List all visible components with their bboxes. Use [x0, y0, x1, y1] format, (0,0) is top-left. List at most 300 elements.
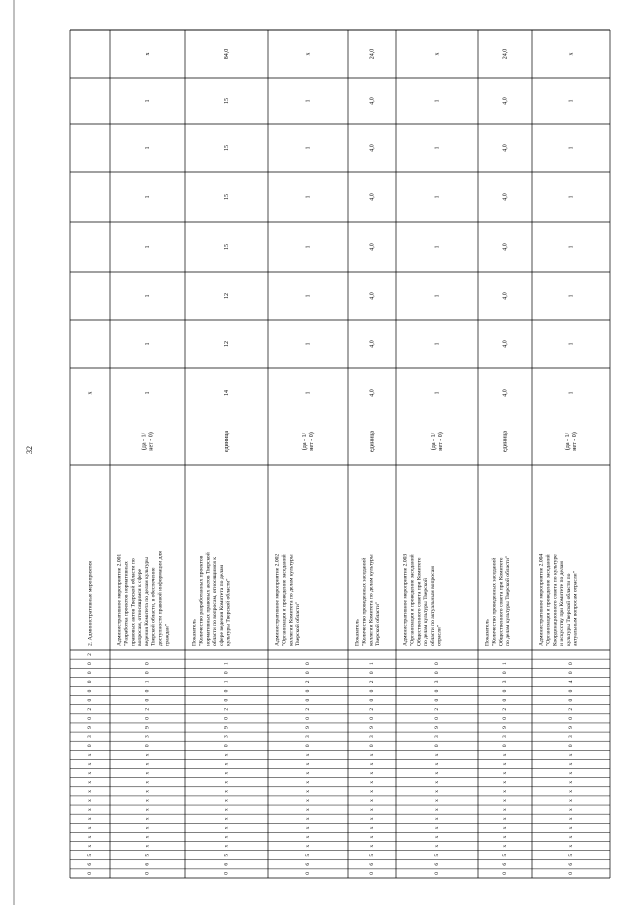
code-digit: 9 [144, 726, 151, 729]
page-number: 32 [25, 446, 34, 454]
unit-label: единица [223, 430, 230, 453]
code-digit: 3 [223, 735, 230, 738]
code-digit: 0 [305, 671, 312, 675]
code-digit: x [434, 844, 441, 848]
code-digit: 0 [223, 717, 230, 720]
code-digit: 9 [223, 726, 230, 729]
code-digit: 3 [568, 735, 575, 738]
value-cell: 15 [223, 244, 230, 250]
code-digit: 6 [305, 862, 312, 866]
code-digit: 5 [369, 853, 376, 857]
code-digit: x [223, 817, 230, 821]
description-line: Координационного совета по культуре [552, 554, 559, 646]
code-digit: x [223, 762, 230, 766]
code-digit: x [223, 780, 230, 784]
code-digit: 2 [87, 707, 94, 711]
description-line: Показатель [354, 619, 361, 646]
code-digit: x [144, 817, 151, 821]
code-digit: x [434, 753, 441, 757]
code-digit: 0 [502, 698, 509, 702]
description-line: вопросам, относящимся к сфере [137, 569, 144, 646]
code-digit: 0 [434, 689, 441, 693]
code-digit: x [369, 780, 376, 784]
value-cell: x [434, 52, 441, 56]
code-digit: 0 [369, 744, 376, 748]
code-digit: x [369, 808, 376, 811]
code-digit: 0 [144, 717, 151, 720]
code-digit: x [502, 808, 509, 811]
unit-label: (да - 1/ [301, 432, 308, 451]
code-digit: x [434, 762, 441, 766]
value-cell: 15 [223, 98, 230, 104]
value-cell: 1 [144, 391, 151, 395]
value-cell: 1 [144, 195, 151, 199]
value-cell: 1 [305, 245, 312, 249]
code-digit: x [223, 808, 230, 811]
value-cell: 12 [223, 341, 230, 347]
code-digit: 0 [223, 872, 230, 875]
value-cell: 4,0 [502, 193, 509, 201]
value-cell: 1 [305, 342, 312, 346]
code-digit: 3 [144, 735, 151, 738]
value-cell: 4,0 [502, 389, 509, 397]
description-line: "Организация и проведение заседаний [409, 554, 416, 646]
value-cell: 1 [568, 245, 575, 249]
description-line: и искусству при Комитете по делам [559, 561, 566, 646]
code-digit: 0 [434, 717, 441, 720]
code-digit: 3 [305, 735, 312, 738]
value-cell: 24,0 [502, 48, 509, 60]
code-digit: 0 [144, 671, 151, 675]
value-cell: 1 [144, 146, 151, 150]
value-cell: 1 [144, 99, 151, 103]
code-digit: 0 [223, 744, 230, 748]
value-cell: 4,0 [502, 292, 509, 300]
code-digit: 0 [223, 671, 230, 675]
code-digit: 9 [369, 726, 376, 729]
code-digit: 0 [369, 671, 376, 675]
code-digit: x [305, 753, 312, 757]
code-digit: 0 [568, 671, 575, 675]
code-digit: x [568, 780, 575, 784]
code-digit: x [144, 799, 151, 802]
description-line: Показатель [484, 619, 491, 646]
description-line: коллегии Комитета по делам культуры [368, 554, 375, 646]
code-digit: 0 [87, 689, 94, 693]
code-digit: x [369, 753, 376, 757]
description-line: "Количество проведенных заседаний [361, 557, 368, 646]
code-digit: 5 [87, 853, 94, 857]
code-digit: x [305, 771, 312, 775]
description-line: "Количество разработанных проектов [198, 555, 205, 646]
code-digit: x [502, 790, 509, 793]
description-line: Административное мероприятие 2.001 [116, 553, 123, 646]
description-line: по делам культуры Тверской области" [505, 555, 512, 646]
code-digit: x [568, 753, 575, 757]
code-digit: 2 [305, 680, 312, 684]
code-digit: x [502, 817, 509, 821]
code-digit: x [434, 826, 441, 830]
code-digit: 1 [369, 662, 376, 666]
code-digit: 3 [434, 735, 441, 738]
value-cell: 4,0 [502, 144, 509, 152]
code-digit: 3 [502, 735, 509, 738]
description-line: Тверской области" [375, 601, 382, 646]
value-cell: 1 [305, 294, 312, 298]
value-cell: 4,0 [369, 193, 376, 201]
value-cell: 1 [434, 391, 441, 395]
code-digit: 0 [568, 872, 575, 875]
code-digit: 2 [502, 707, 509, 711]
code-digit: x [502, 844, 509, 848]
code-digit: x [144, 771, 151, 775]
code-digit: 6 [434, 862, 441, 866]
unit-label: нет - 0) [148, 432, 155, 451]
code-digit: x [568, 762, 575, 766]
code-digit: 5 [144, 853, 151, 857]
code-digit: 6 [87, 862, 94, 866]
description-line: "Организация и проведение заседаний [545, 554, 552, 646]
value-cell: 1 [568, 391, 575, 395]
code-digit: 3 [87, 735, 94, 738]
code-digit: x [223, 771, 230, 775]
code-digit: 0 [87, 680, 94, 684]
code-digit: x [87, 780, 94, 784]
description-line: ведения Комитета по делам культуры [143, 556, 150, 646]
description-line: по делам культуры Тверской [423, 578, 430, 646]
description-line: Административное мероприятие 2.004 [538, 553, 545, 646]
description-line: "Количество проведенных заседаний [491, 557, 498, 646]
code-digit: 0 [568, 698, 575, 702]
code-digit: x [223, 844, 230, 848]
code-digit: x [434, 771, 441, 775]
code-digit: 2 [144, 707, 151, 711]
description-line: области по вопросам, относящимся к [212, 557, 219, 646]
value-cell: 1 [144, 294, 151, 298]
code-digit: 6 [568, 862, 575, 866]
code-digit: x [369, 799, 376, 802]
code-digit: 9 [502, 726, 509, 729]
description-line: "Организация и проведение заседаний [281, 554, 288, 646]
unit-label: нет - 0) [571, 432, 578, 451]
code-digit: x [223, 799, 230, 802]
unit-label: единица [502, 430, 509, 453]
code-digit: 0 [434, 698, 441, 702]
unit-label: (да - 1/ [430, 432, 437, 451]
description-line: актуальным вопросам отрасли" [572, 571, 579, 646]
code-digit: 6 [502, 862, 509, 866]
code-digit: 0 [434, 662, 441, 666]
code-digit: 2 [87, 653, 94, 656]
code-digit: 5 [568, 853, 575, 857]
value-cell: 1 [568, 146, 575, 150]
code-digit: x [502, 835, 509, 839]
code-digit: x [369, 762, 376, 766]
code-digit: 0 [305, 698, 312, 702]
value-cell: 4,0 [502, 243, 509, 251]
code-digit: 0 [87, 671, 94, 675]
code-digit: 5 [434, 853, 441, 857]
code-digit: x [502, 799, 509, 802]
code-digit: x [223, 790, 230, 793]
code-digit: 9 [568, 726, 575, 729]
code-digit: x [369, 790, 376, 793]
description-line: Общественного совета при Комитете [416, 557, 423, 646]
description-line: коллегии Комитета по делам культуры [288, 554, 295, 646]
description-line: отрасли" [436, 624, 443, 646]
description-line: Тверской области" [295, 601, 302, 646]
code-digit: 0 [568, 717, 575, 720]
value-cell: x [305, 52, 312, 56]
code-digit: 2 [568, 707, 575, 711]
value-cell: 15 [223, 145, 230, 151]
value-cell: 14 [223, 390, 230, 396]
code-digit: 0 [144, 662, 151, 666]
description-line: Показатель [191, 619, 198, 646]
value-cell: 1 [144, 245, 151, 249]
code-digit: x [502, 753, 509, 757]
code-digit: x [223, 826, 230, 830]
code-digit: 0 [502, 689, 509, 693]
description-line: доступности правовой информации для [157, 551, 164, 646]
code-digit: 0 [369, 872, 376, 875]
code-digit: 5 [502, 853, 509, 857]
code-digit: x [223, 753, 230, 757]
code-digit: x [144, 835, 151, 839]
code-digit: x [568, 844, 575, 848]
code-digit: 2 [369, 680, 376, 684]
code-digit: x [87, 826, 94, 830]
value-cell: 4,0 [502, 97, 509, 105]
code-digit: 9 [305, 726, 312, 729]
value-cell: 1 [434, 342, 441, 346]
code-digit: x [87, 835, 94, 839]
code-digit: x [87, 762, 94, 766]
value-cell: 4,0 [369, 144, 376, 152]
code-digit: 0 [87, 717, 94, 720]
code-digit: x [434, 799, 441, 802]
description-line: граждан" [164, 623, 171, 646]
code-digit: x [434, 835, 441, 839]
unit-label: нет - 0) [308, 432, 315, 451]
code-digit: x [434, 790, 441, 793]
code-digit: 3 [434, 680, 441, 684]
code-digit: 4 [568, 680, 575, 684]
code-digit: 0 [305, 717, 312, 720]
code-digit: x [305, 826, 312, 830]
description-line: области по актуальным вопросам [429, 566, 436, 646]
code-digit: 3 [502, 680, 509, 684]
code-digit: x [144, 780, 151, 784]
code-digit: 2 [223, 707, 230, 711]
code-digit: 0 [144, 744, 151, 748]
code-digit: x [568, 790, 575, 793]
code-digit: x [87, 808, 94, 811]
code-digit: 0 [502, 744, 509, 748]
code-digit: x [144, 826, 151, 830]
code-digit: x [568, 771, 575, 775]
code-digit: x [434, 780, 441, 784]
value-cell: 15 [223, 194, 230, 200]
code-digit: x [144, 762, 151, 766]
code-digit: x [502, 780, 509, 784]
code-digit: x [144, 808, 151, 811]
code-digit: x [568, 826, 575, 830]
unit-label: единица [369, 430, 376, 453]
value-cell: 12 [223, 293, 230, 299]
code-digit: 0 [502, 872, 509, 875]
value-cell: 1 [305, 146, 312, 150]
code-digit: 5 [305, 853, 312, 857]
unit-label: нет - 0) [437, 432, 444, 451]
code-digit: x [568, 799, 575, 802]
description-line: сфере ведения Комитета по делам [218, 565, 225, 646]
code-digit: 0 [434, 872, 441, 875]
code-digit: 2 [434, 707, 441, 711]
code-digit: x [305, 780, 312, 784]
code-digit: x [369, 835, 376, 839]
code-digit: 0 [144, 689, 151, 693]
code-digit: 0 [369, 717, 376, 720]
code-digit: 0 [144, 698, 151, 702]
code-digit: x [87, 753, 94, 757]
code-digit: 1 [223, 680, 230, 684]
code-digit: 3 [369, 735, 376, 738]
code-digit: 6 [223, 862, 230, 866]
code-digit: x [369, 826, 376, 830]
value-cell: 1 [434, 146, 441, 150]
code-digit: x [87, 817, 94, 821]
code-digit: x [87, 771, 94, 775]
description-line: культуры Тверской области по [565, 573, 572, 646]
code-digit: 0 [305, 689, 312, 693]
code-digit: 0 [87, 698, 94, 702]
code-digit: x [568, 835, 575, 839]
value-cell: 1 [568, 342, 575, 346]
code-digit: 0 [87, 662, 94, 666]
code-digit: 0 [305, 872, 312, 875]
code-digit: x [305, 762, 312, 766]
code-digit: x [502, 826, 509, 830]
code-digit: x [305, 808, 312, 811]
value-cell: 1 [568, 99, 575, 103]
description-line: 2. Административные мероприятия [87, 561, 94, 646]
code-digit: x [223, 835, 230, 839]
code-digit: 6 [144, 862, 151, 866]
code-digit: 9 [434, 726, 441, 729]
code-digit: 0 [144, 872, 151, 875]
code-digit: 0 [305, 662, 312, 666]
code-digit: x [144, 753, 151, 757]
value-cell: 1 [305, 391, 312, 395]
value-cell: 4,0 [369, 292, 376, 300]
code-digit: x [87, 799, 94, 802]
code-digit: x [434, 808, 441, 811]
code-digit: x [502, 762, 509, 766]
code-digit: 5 [223, 853, 230, 857]
code-digit: 9 [87, 726, 94, 729]
code-digit: x [305, 790, 312, 793]
value-cell: 1 [568, 195, 575, 199]
code-digit: x [305, 835, 312, 839]
value-cell: 1 [434, 294, 441, 298]
code-digit: 2 [305, 707, 312, 711]
value-cell: 1 [305, 195, 312, 199]
code-digit: x [568, 817, 575, 821]
code-digit: 0 [568, 744, 575, 748]
code-digit: 2 [369, 707, 376, 711]
value-cell: x [568, 52, 575, 56]
value-cell: x [87, 391, 94, 395]
description-line: Общественного совета при Комитете [498, 557, 505, 646]
value-cell: 4,0 [369, 389, 376, 397]
code-digit: 6 [369, 862, 376, 866]
code-digit: x [305, 817, 312, 821]
code-digit: x [502, 771, 509, 775]
code-digit: 0 [369, 698, 376, 702]
value-cell: 4,0 [369, 243, 376, 251]
value-cell: 1 [434, 195, 441, 199]
code-digit: 0 [87, 872, 94, 875]
value-cell: 84,0 [223, 48, 230, 60]
description-line: Административное мероприятие 2.003 [402, 553, 409, 646]
code-digit: 1 [502, 662, 509, 666]
description-line: нормативных правовых актов Тверской [205, 552, 212, 646]
value-cell: 1 [434, 99, 441, 103]
code-digit: x [87, 790, 94, 793]
code-digit: 1 [223, 662, 230, 666]
description-line: "Разработка проектов нормативных [123, 561, 130, 646]
value-cell: 1 [144, 342, 151, 346]
description-line: Административное мероприятие 2.002 [274, 553, 281, 646]
value-cell: 24,0 [369, 48, 376, 60]
code-digit: 0 [434, 671, 441, 675]
code-digit: 0 [223, 689, 230, 693]
code-digit: x [87, 844, 94, 848]
value-cell: 4,0 [369, 340, 376, 348]
code-digit: x [369, 771, 376, 775]
code-digit: 0 [87, 744, 94, 748]
code-digit: x [144, 844, 151, 848]
code-digit: x [434, 817, 441, 821]
code-digit: x [305, 844, 312, 848]
unit-label: (да - 1/ [141, 432, 148, 451]
value-cell: 1 [305, 99, 312, 103]
description-line: культуры Тверской области" [225, 578, 232, 646]
description-line: правовых актов Тверской области по [130, 558, 137, 646]
code-digit: 0 [568, 662, 575, 666]
value-cell: 1 [434, 245, 441, 249]
code-digit: 0 [223, 698, 230, 702]
value-cell: 1 [568, 294, 575, 298]
code-digit: x [144, 790, 151, 793]
unit-label: (да - 1/ [564, 432, 571, 451]
code-digit: 0 [568, 689, 575, 693]
code-digit: x [369, 844, 376, 848]
code-digit: 0 [305, 744, 312, 748]
code-digit: x [369, 817, 376, 821]
code-digit: 0 [502, 717, 509, 720]
value-cell: 4,0 [369, 97, 376, 105]
value-cell: 4,0 [502, 340, 509, 348]
code-digit: x [305, 799, 312, 802]
code-digit: 0 [434, 744, 441, 748]
code-digit: 0 [502, 671, 509, 675]
value-cell: x [144, 52, 151, 56]
description-line: Тверской области, в обеспечение [150, 567, 157, 646]
code-digit: 0 [369, 689, 376, 693]
code-digit: x [568, 808, 575, 811]
